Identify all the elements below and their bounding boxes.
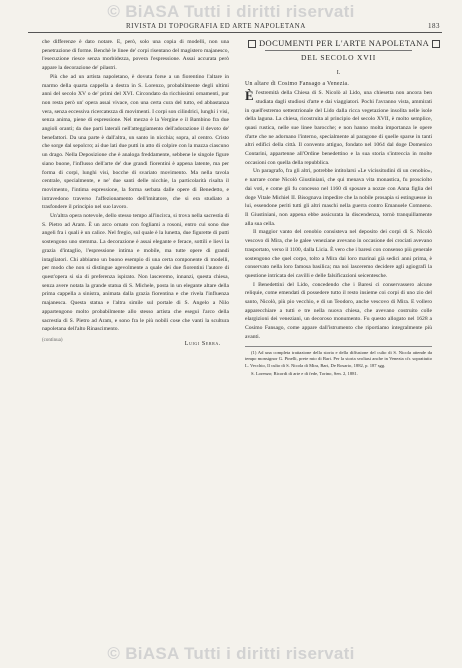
paragraph xyxy=(245,89,432,167)
watermark-text: © BiASA Tutti i diritti riservati xyxy=(107,644,355,663)
watermark-bottom xyxy=(0,644,462,664)
ornament-square-icon xyxy=(432,40,440,48)
paragraph: Più che ad un artista napoletano, è dovuta forse a un fiorentino l'altare in marmo della quarta cappella a destra in S. Lorenzo, probabilmente degli ultimi anni del secolo XV o de' primi del XVI. Circondato da ricchissimi ornamenti, pur non resta però un' opera assai vivace, con una certa cura del tutto, ed abbastanza vera, senza eccessiva ricercatezza di movimenti. I corpi son cilindrici, lunghi i visi, senza anima, piene di espressione. Nel mezzo è la Vergine e il Bambino fra due angioli oranti; da due parti laterali nell'atteggiamento dell'adorazione il devoto de' benefattori. Da una parte è dall'altra, un santo in nicchia; sopra, al centro. Cristo che sorge dal sepolcro; ai due lati due putti in atto di colpire con la mazza ciascuno un drago. Nella Deposizione che è analoga freddamente, sebbene le singole figure siano buone, l'influsso dell'arte de' due grandi fiorentini è appena latente, ma per forma di corpi, lunghi visi, bocche di svariato movimento. Ma nella tavola centrale, specialmente, e ne' due santi delle nicchie, la particolarità risalta il movimento, l'intima espressione, la forma serbata dalle opere di Benedetto, e intravedono traverso l'affezionamento dell'imitatore, che si era studiato a trasfondere il principio nel suo lavoro. xyxy=(42,73,229,211)
section-rule xyxy=(265,50,412,51)
paragraph: Un'altra opera notevole, dello stesso tempo all'incirca, si trova nella sacrestia di S. Pietro ad Aram. È un arco ornato con fogliami a rosoni, entro cui sono due angeli fra i quali è un calice. Nel fregio, sul quale è la lunetta, due figurette di putti sostengono uno stemma. La decorazione è assai elegante e ferace, sottili e lievi la grazia d'intaglio, l'espressione intima e mobile, ma tutte opere di grandi intagliatori. Chi abbiamo un buono esempio di una certa componente di modelli, per modo che non si distingue agevolmente a quale dei due fiorentini l'autore di quest'opera si sia di preferenza ispirato. Non lasceremo, innanzi, questa chiesa, senza avere notata la grande statua di S. Michele, posta in un elegante altare della prima cappella a sinistra, animata dalla grazia fiorentina e che rivela l'influenza majanesca. Questa statua e l'altra simile sul portale di S. Angelo a Nilo appartengono molto probabilmente allo stesso artista che eseguì l'arco della sacrestia di S. Pietro ad Aram, e sono fra le più nobili cose che vanti la scultura napoletana dell'alto Rinascimento. xyxy=(42,213,229,333)
watermark-text: © BiASA Tutti i diritti riservati xyxy=(107,2,355,21)
section-title xyxy=(245,38,432,48)
page-number: 183 xyxy=(428,22,440,30)
footnote: (1) Ad una completa trattazione della storia e della diffusione del culto di S. Nicola attende da tempo monsignor G. Pinelli, prete mio di Bari. Per la storia svoltasi anche in Venezia cfr. soprattutto L. Vecchio, Il culto di S. Nicola di Mira, Bari, De Rosario, 1882, p. 187 sgg. xyxy=(245,349,432,369)
footnotes xyxy=(245,346,432,379)
running-title: RIVISTA DI TOPOGRAFIA ED ARTE NAPOLETANA xyxy=(126,22,306,30)
ornament-square-icon xyxy=(248,40,256,48)
section-subtitle: DEL SECOLO XVII xyxy=(300,53,377,63)
watermark-top xyxy=(0,2,462,22)
signature-block xyxy=(42,337,229,351)
right-column xyxy=(245,38,432,379)
section-title-text: DOCUMENTI PER L'ARTE NAPOLETANA xyxy=(259,38,430,48)
article-number: I. xyxy=(336,69,341,76)
author-signature: Luigi Serra. xyxy=(184,340,221,347)
paragraph: I Benedettini del Lido, concedendo che i Baresi ci conservassero alcune reliquie, come emendati di possedere tutto il resto insieme coi corpi di uno zio del santo, Nicolò, più pio vecchio, e di un Teodoro, anche vescovo di Mira. E vollero apparecchiare a tutti e tre nella nuova chiesa, che avevano costruito colle elargizioni dei veneziani, un decoroso monumento. Fu questo allogato nel 1628 a Cosimo Fansago, come appare dall'istrumento che riportiamo integralmente più avanti. xyxy=(245,281,432,340)
footnote: S. Lorenzo; Ricordi di arte e di fede, Torino, Sen. 2, 1881. xyxy=(251,371,358,377)
paragraph: che differenze è dato notare. E, però, solo una copia di modelli, non una penetrazione di forme. Benchè le linee de' corpi risentano del magistero majanesco, l'esecuzione riesce senza morbidezza, povera l'espressione. Assai accurata però appare la decorazione de' pilastri. xyxy=(42,39,229,72)
continuation-note: (continua) xyxy=(42,337,63,343)
dropcap: È xyxy=(245,88,254,104)
header-rule xyxy=(28,32,442,33)
article-heading: Un altare di Cosimo Fansago a Venezia. xyxy=(245,81,350,88)
paragraph: Il maggior vanto del cenobio consisteva nel deposito dei corpi di S. Nicolò vescovo di Mira, che le galee veneziane avevano in occasione dei crociati avevano trasportato, verso il 1100, dalla Licia. È vero che i baresi con consenso più generale sostengono che quel corpo, tolto a Mira dai loro marinai già sedici anni prima, è conservato nella loro famosa basilica; ma noi lasceremo decidere agli agiografi la questione intricata dei cavilli e delle falsificazioni seicentesche. xyxy=(245,229,432,279)
left-column xyxy=(42,38,229,351)
paragraph-text: l'estremità della Chiesa di S. Nicolò al Lido, una chiesetta non ancora ben studiata dagli studiosi d'arte e dai viaggiatori. Pochi l'avranno vista, ammirati in quell'estremo settentrionale del Lido dalla ricca vegetazione insolita nelle isole della laguna. La chiesa, ricostruita al principio del secolo XVII, è molto semplice, quasi rustica, nelle sue linee barocche; e non hanno molta importanza le opere d'arte che ne adornano l'interno, specialmente al paragone di quelle sparse in tanti altri edifici della città. Il convento attiguo, fondato nel 1064 dal doge Domenico Contarini, appartenne all'Ordine benedettino e la sua storia s'intreccia in molte occasioni con quella della repubblica. xyxy=(245,90,432,166)
paragraph: Un paragrafo, fra gli altri, potrebbe intitolarsi «Le vicissitudini di un cenobio», e narrare come Nicolò Giustiniani, che qui menava vita monastica, fu prosciolto dai voti, e come gli fu concesso nel 1160 di sposare a nozze con Anna figlia del doge Vitale Michiel II. Bisognava impedire che la nobile prosapia si estinguesse in lui, essendone periti tutti gli altri maschi nella guerra contro Emanuele Comneno. Il Giustiniani, non appena ebbe assicurata la discendenza, tornò tranquillamente alla sua cella. xyxy=(245,168,432,227)
